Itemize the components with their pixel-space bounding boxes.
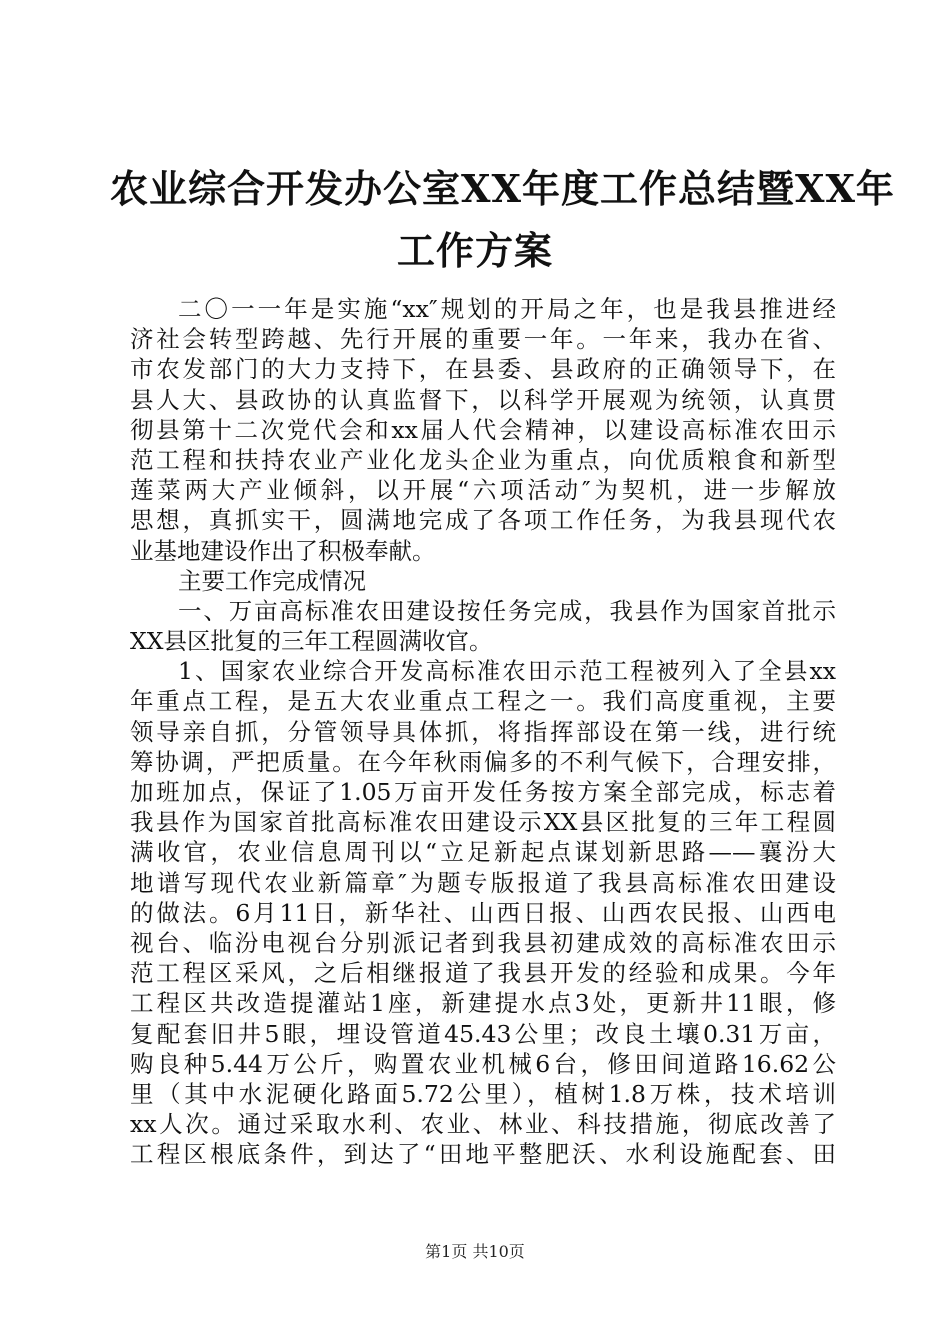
text-line: 市农发部门的大力支持下，在县委、县政府的正确领导下，在	[130, 355, 836, 384]
section-heading	[130, 566, 836, 596]
text-line: 里（其中水泥硬化路面5.72公里），植树1.8万株，技术培训	[130, 1079, 836, 1108]
text-line: 年重点工程，是五大农业重点工程之一。我们高度重视，主要	[130, 687, 836, 716]
text-line: 1、国家农业综合开发高标准农田示范工程被列入了全县xx	[178, 657, 836, 686]
paragraph-section-one	[130, 596, 836, 656]
title-line-1: 农业综合开发办公室XX年度工作总结暨XX年	[110, 166, 895, 211]
text-line: 范工程区采风，之后相继报道了我县开发的经验和成果。今年	[130, 959, 836, 988]
text-line: 思想，真抓实干，圆满地完成了各项工作任务，为我县现代农	[130, 506, 836, 535]
text-line: 一、万亩高标准农田建设按任务完成，我县作为国家首批示	[178, 596, 836, 625]
text-line: 筹协调，严把质量。在今年秋雨偏多的不利气候下，合理安排，	[130, 747, 836, 776]
text-line: xx人次。通过采取水利、农业、林业、科技措施，彻底改善了	[130, 1110, 836, 1139]
document-title	[110, 158, 895, 282]
text-line: 县人大、县政协的认真监督下，以科学开展观为统领，认真贯	[130, 385, 836, 414]
paragraph-item-one	[130, 656, 836, 1169]
text-line: 范工程和扶持农业产业化龙头企业为重点，向优质粮食和新型	[130, 445, 836, 474]
paragraph-intro	[130, 294, 836, 566]
text-line: 莲菜两大产业倾斜，以开展“六项活动″为契机，进一步解放	[130, 476, 836, 505]
text-line: 我县作为国家首批高标准农田建设示XX县区批复的三年工程圆	[130, 808, 836, 837]
text-line: 的做法。6月11日，新华社、山西日报、山西农民报、山西电	[130, 898, 836, 927]
text-line: 主要工作完成情况	[178, 566, 366, 595]
text-line: 满收官，农业信息周刊以“立足新起点谋划新思路——襄汾大	[130, 838, 836, 867]
text-line: XX县区批复的三年工程圆满收官。	[130, 627, 493, 656]
text-line: 工程区根底条件，到达了“田地平整肥沃、水利设施配套、田	[130, 1140, 836, 1169]
text-line: 视台、临汾电视台分别派记者到我县初建成效的高标准农田示	[130, 928, 836, 957]
text-line: 领导亲自抓，分管领导具体抓，将指挥部设在第一线，进行统	[130, 717, 836, 746]
page-footer: 第1页 共10页	[425, 1242, 525, 1261]
text-line: 复配套旧井5眼，埋设管道45.43公里；改良土壤0.31万亩，	[130, 1019, 836, 1048]
text-line: 济社会转型跨越、先行开展的重要一年。一年来，我办在省、	[130, 325, 836, 354]
text-line: 彻县第十二次党代会和xx届人代会精神，以建设高标准农田示	[130, 415, 836, 444]
text-line: 购良种5.44万公斤，购置农业机械6台，修田间道路16.62公	[130, 1049, 836, 1078]
text-line: 业基地建设作出了积极奉献。	[130, 536, 436, 565]
text-line: 工程区共改造提灌站1座，新建提水点3处，更新井11眼，修	[130, 989, 836, 1018]
text-line: 地谱写现代农业新篇章″为题专版报道了我县高标准农田建设	[130, 868, 836, 897]
text-line: 二〇一一年是实施“xx″规划的开局之年，也是我县推进经	[178, 295, 836, 323]
title-line-2: 工作方案	[396, 228, 553, 273]
text-line: 加班加点，保证了1.05万亩开发任务按方案全部完成，标志着	[130, 778, 836, 806]
document-body	[130, 294, 836, 1169]
